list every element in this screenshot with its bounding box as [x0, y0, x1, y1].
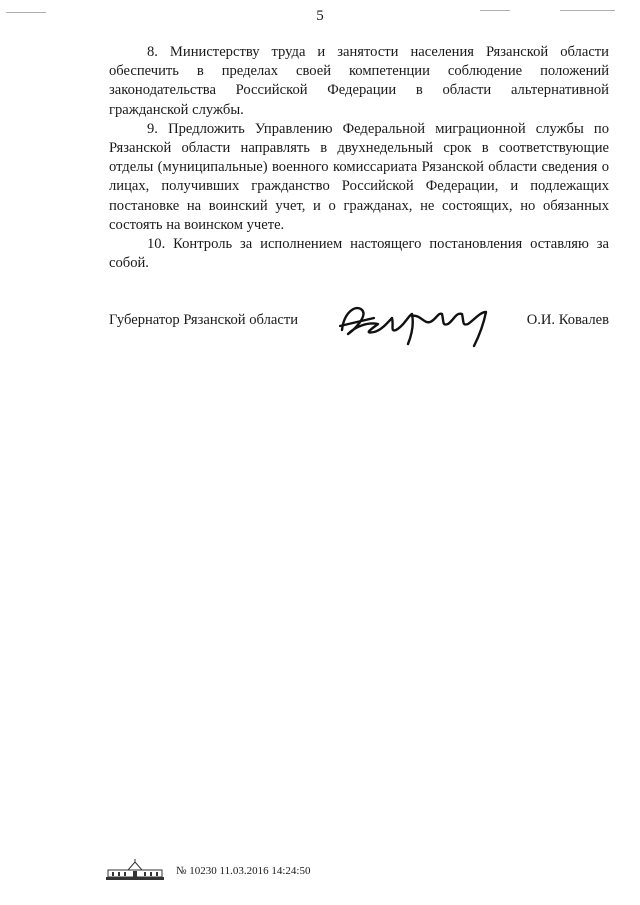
paragraph-8: 8. Министерству труда и занятости населения Рязанской области обеспечить в пределах своей компетенции соблюдение положений законодательства Российской Федерации в области альтернативной гражданской службы.	[109, 44, 609, 118]
government-building-logo-icon	[104, 858, 166, 882]
page-number: 5	[316, 8, 324, 24]
signature-block	[109, 300, 609, 350]
registration-stamp	[176, 865, 310, 877]
paragraph-9: 9. Предложить Управлению Федеральной миграционной службы по Рязанской области направлять в двухнедельный срок в соответствующие отделы (муниципальные) военного комиссариата Рязанской области сведения о лицах, получивших гражданство Российской Федерации, и подлежащих постановке на воинский учет, и о гражданах, не состоящих, но обязанных состоять на воинском учете.	[109, 120, 609, 233]
document-footer	[104, 858, 364, 884]
paragraph-10: 10. Контроль за исполнением настоящего постановления оставляю за собой.	[109, 236, 609, 272]
stamp-timestamp: 11.03.2016 14:24:50	[219, 865, 311, 877]
signatory-title: Губернатор Рязанской области	[109, 312, 299, 328]
stamp-number: № 10230	[176, 865, 217, 877]
handwritten-signature-icon	[334, 300, 504, 348]
document-body	[109, 43, 609, 273]
signatory-name: О.И. Ковалев	[526, 312, 609, 328]
